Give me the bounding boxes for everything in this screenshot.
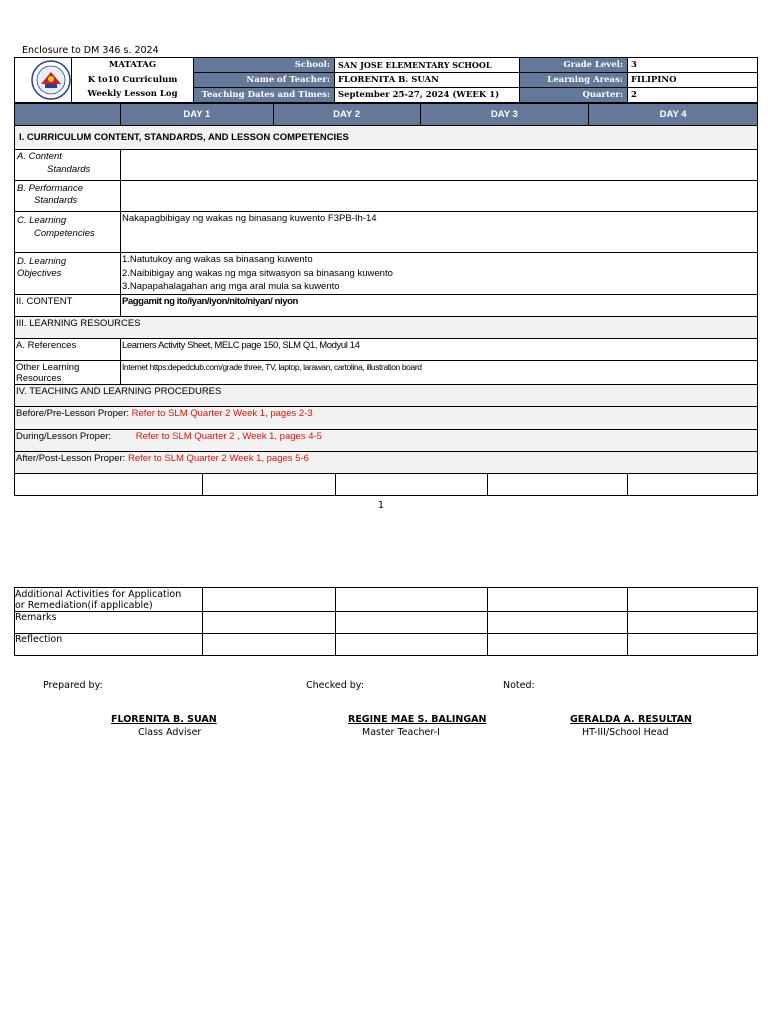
after-lesson-value: Refer to SLM Quarter 2 Week 1, pages 5-6 <box>127 452 309 464</box>
learning-objectives-label <box>15 253 121 295</box>
other-resources-line-1: Other Learning <box>16 361 80 373</box>
after-lesson-row[interactable] <box>15 451 758 473</box>
day-header-4: DAY 4 <box>589 104 758 126</box>
additional-activities-label <box>15 588 203 612</box>
checked-by-role: Master Teacher-I <box>362 727 440 738</box>
performance-standards-value[interactable] <box>120 181 757 212</box>
day-header-3: DAY 3 <box>420 104 589 126</box>
remarks-day-1[interactable] <box>203 612 336 634</box>
objective-item-3: 3.Napapahalagahan ang mga aral mula sa kuwento <box>121 281 340 292</box>
checked-by-label: Checked by: <box>306 680 364 691</box>
additional-day-3[interactable] <box>488 588 628 612</box>
blank-cell[interactable] <box>203 474 336 496</box>
before-lesson-row[interactable] <box>15 406 758 429</box>
references-value[interactable]: Learners Activity Sheet, MELC page 150, SLM Q1, Modyul 14 <box>120 338 757 360</box>
blank-cell[interactable] <box>628 474 758 496</box>
grade-label: Grade Level: <box>520 58 628 73</box>
dates-value: September 25-27, 2024 (WEEK 1) <box>335 88 520 103</box>
other-resources-value[interactable]: Internet https:depedclub.com/grade three, TV, laptop, larawan, cartolina, illustration board <box>120 360 757 384</box>
content-label: II. CONTENT <box>15 294 121 316</box>
performance-line-1: B. Performance <box>17 183 83 194</box>
quarter-value: 2 <box>628 88 758 103</box>
additional-line-1: Additional Activities for Application <box>15 589 182 600</box>
additional-day-1[interactable] <box>203 588 336 612</box>
section-learning-resources: III. LEARNING RESOURCES <box>15 316 758 338</box>
references-label: A. References <box>15 338 121 360</box>
section-procedures: IV. TEACHING AND LEARNING PROCEDURES <box>15 384 758 406</box>
additional-line-2: or Remediation(if applicable) <box>15 600 153 611</box>
noted-by-role: HT-III/School Head <box>582 727 669 738</box>
teacher-value: FLORENITA B. SUAN <box>335 73 520 88</box>
section-curriculum: I. CURRICULUM CONTENT, STANDARDS, AND LESSON COMPETENCIES <box>15 126 758 150</box>
other-resources-label <box>15 360 121 384</box>
reflection-table <box>14 587 758 656</box>
objectives-line-2: Objectives <box>17 268 62 279</box>
reflection-day-2[interactable] <box>336 634 488 656</box>
content-standards-line-1: A. Content <box>17 151 62 162</box>
noted-by-name: GERALDA A. RESULTAN <box>570 714 692 725</box>
day-header-2: DAY 2 <box>273 104 420 126</box>
content-standards-label <box>15 150 121 181</box>
teacher-label: Name of Teacher: <box>194 73 335 88</box>
remarks-label: Remarks <box>15 612 203 634</box>
grade-value: 3 <box>628 58 758 73</box>
checked-by-name: REGINE MAE S. BALINGAN <box>348 714 487 725</box>
blank-cell[interactable] <box>15 474 203 496</box>
objective-item-1: 1.Natutukoy ang wakas sa binasang kuwento <box>121 254 313 265</box>
remarks-day-2[interactable] <box>336 612 488 634</box>
during-lesson-row[interactable] <box>15 429 758 451</box>
page-number: 1 <box>378 500 385 511</box>
objectives-line-1: D. Learning <box>17 256 67 267</box>
reflection-day-1[interactable] <box>203 634 336 656</box>
after-lesson-label: After/Post-Lesson Proper: <box>16 452 126 464</box>
additional-day-2[interactable] <box>336 588 488 612</box>
school-label: School: <box>194 58 335 73</box>
additional-day-4[interactable] <box>628 588 758 612</box>
remarks-day-4[interactable] <box>628 612 758 634</box>
lesson-log-table <box>14 103 758 474</box>
title-line-1: MATATAG <box>108 60 157 70</box>
area-label: Learning Areas: <box>520 73 628 88</box>
title-line-2: K to10 Curriculum <box>87 74 178 85</box>
dates-label: Teaching Dates and Times: <box>194 88 335 103</box>
enclosure-note: Enclosure to DM 346 s. 2024 <box>22 45 159 56</box>
during-lesson-value: Refer to SLM Quarter 2 , Week 1, pages 4-5 <box>135 430 322 442</box>
learning-objectives-value[interactable] <box>120 253 757 295</box>
competencies-line-1: C. Learning <box>17 215 67 226</box>
area-value: FILIPINO <box>628 73 758 88</box>
day-header-1: DAY 1 <box>120 104 273 126</box>
learning-competencies-label <box>15 212 121 253</box>
prepared-by-label: Prepared by: <box>43 680 103 691</box>
blank-cell[interactable] <box>488 474 628 496</box>
title-line-3: Weekly Lesson Log <box>87 89 178 99</box>
performance-standards-label <box>15 181 121 212</box>
noted-label: Noted: <box>503 680 535 691</box>
performance-line-2: Standards <box>34 195 78 206</box>
learning-competencies-value[interactable]: Nakapagbibigay ng wakas ng binasang kuwento F3PB-Ih-14 <box>120 212 757 253</box>
prepared-by-role: Class Adviser <box>138 727 202 738</box>
day-header-row <box>15 104 758 126</box>
reflection-day-4[interactable] <box>628 634 758 656</box>
during-lesson-label: During/Lesson Proper: <box>16 430 112 442</box>
content-value[interactable]: Paggamit ng ito/iyan/iyon/nito/niyan/ niyon <box>120 294 757 316</box>
logo-cell <box>15 58 72 103</box>
objective-item-2: 2.Naibibigay ang wakas ng mga sitwasyon sa binasang kuwento <box>121 267 393 279</box>
reflection-label: Reflection <box>15 634 203 656</box>
content-standards-value[interactable] <box>120 150 757 181</box>
day-header-blank <box>15 104 121 126</box>
blank-cell[interactable] <box>336 474 488 496</box>
prepared-by-name: FLORENITA B. SUAN <box>111 714 217 725</box>
quarter-label: Quarter: <box>520 88 628 103</box>
reflection-day-3[interactable] <box>488 634 628 656</box>
header-table <box>14 57 758 103</box>
content-standards-line-2: Standards <box>47 164 91 175</box>
lesson-log-title <box>72 58 194 103</box>
blank-row-table <box>14 473 758 496</box>
competencies-line-2: Competencies <box>34 228 95 239</box>
deped-seal-icon <box>31 60 71 100</box>
before-lesson-value: Refer to SLM Quarter 2 Week 1, pages 2-3 <box>131 407 313 419</box>
other-resources-line-2: Resources <box>16 372 62 384</box>
remarks-day-3[interactable] <box>488 612 628 634</box>
before-lesson-label: Before/Pre-Lesson Proper: <box>16 407 130 419</box>
school-value: SAN JOSE ELEMENTARY SCHOOL <box>335 58 520 73</box>
